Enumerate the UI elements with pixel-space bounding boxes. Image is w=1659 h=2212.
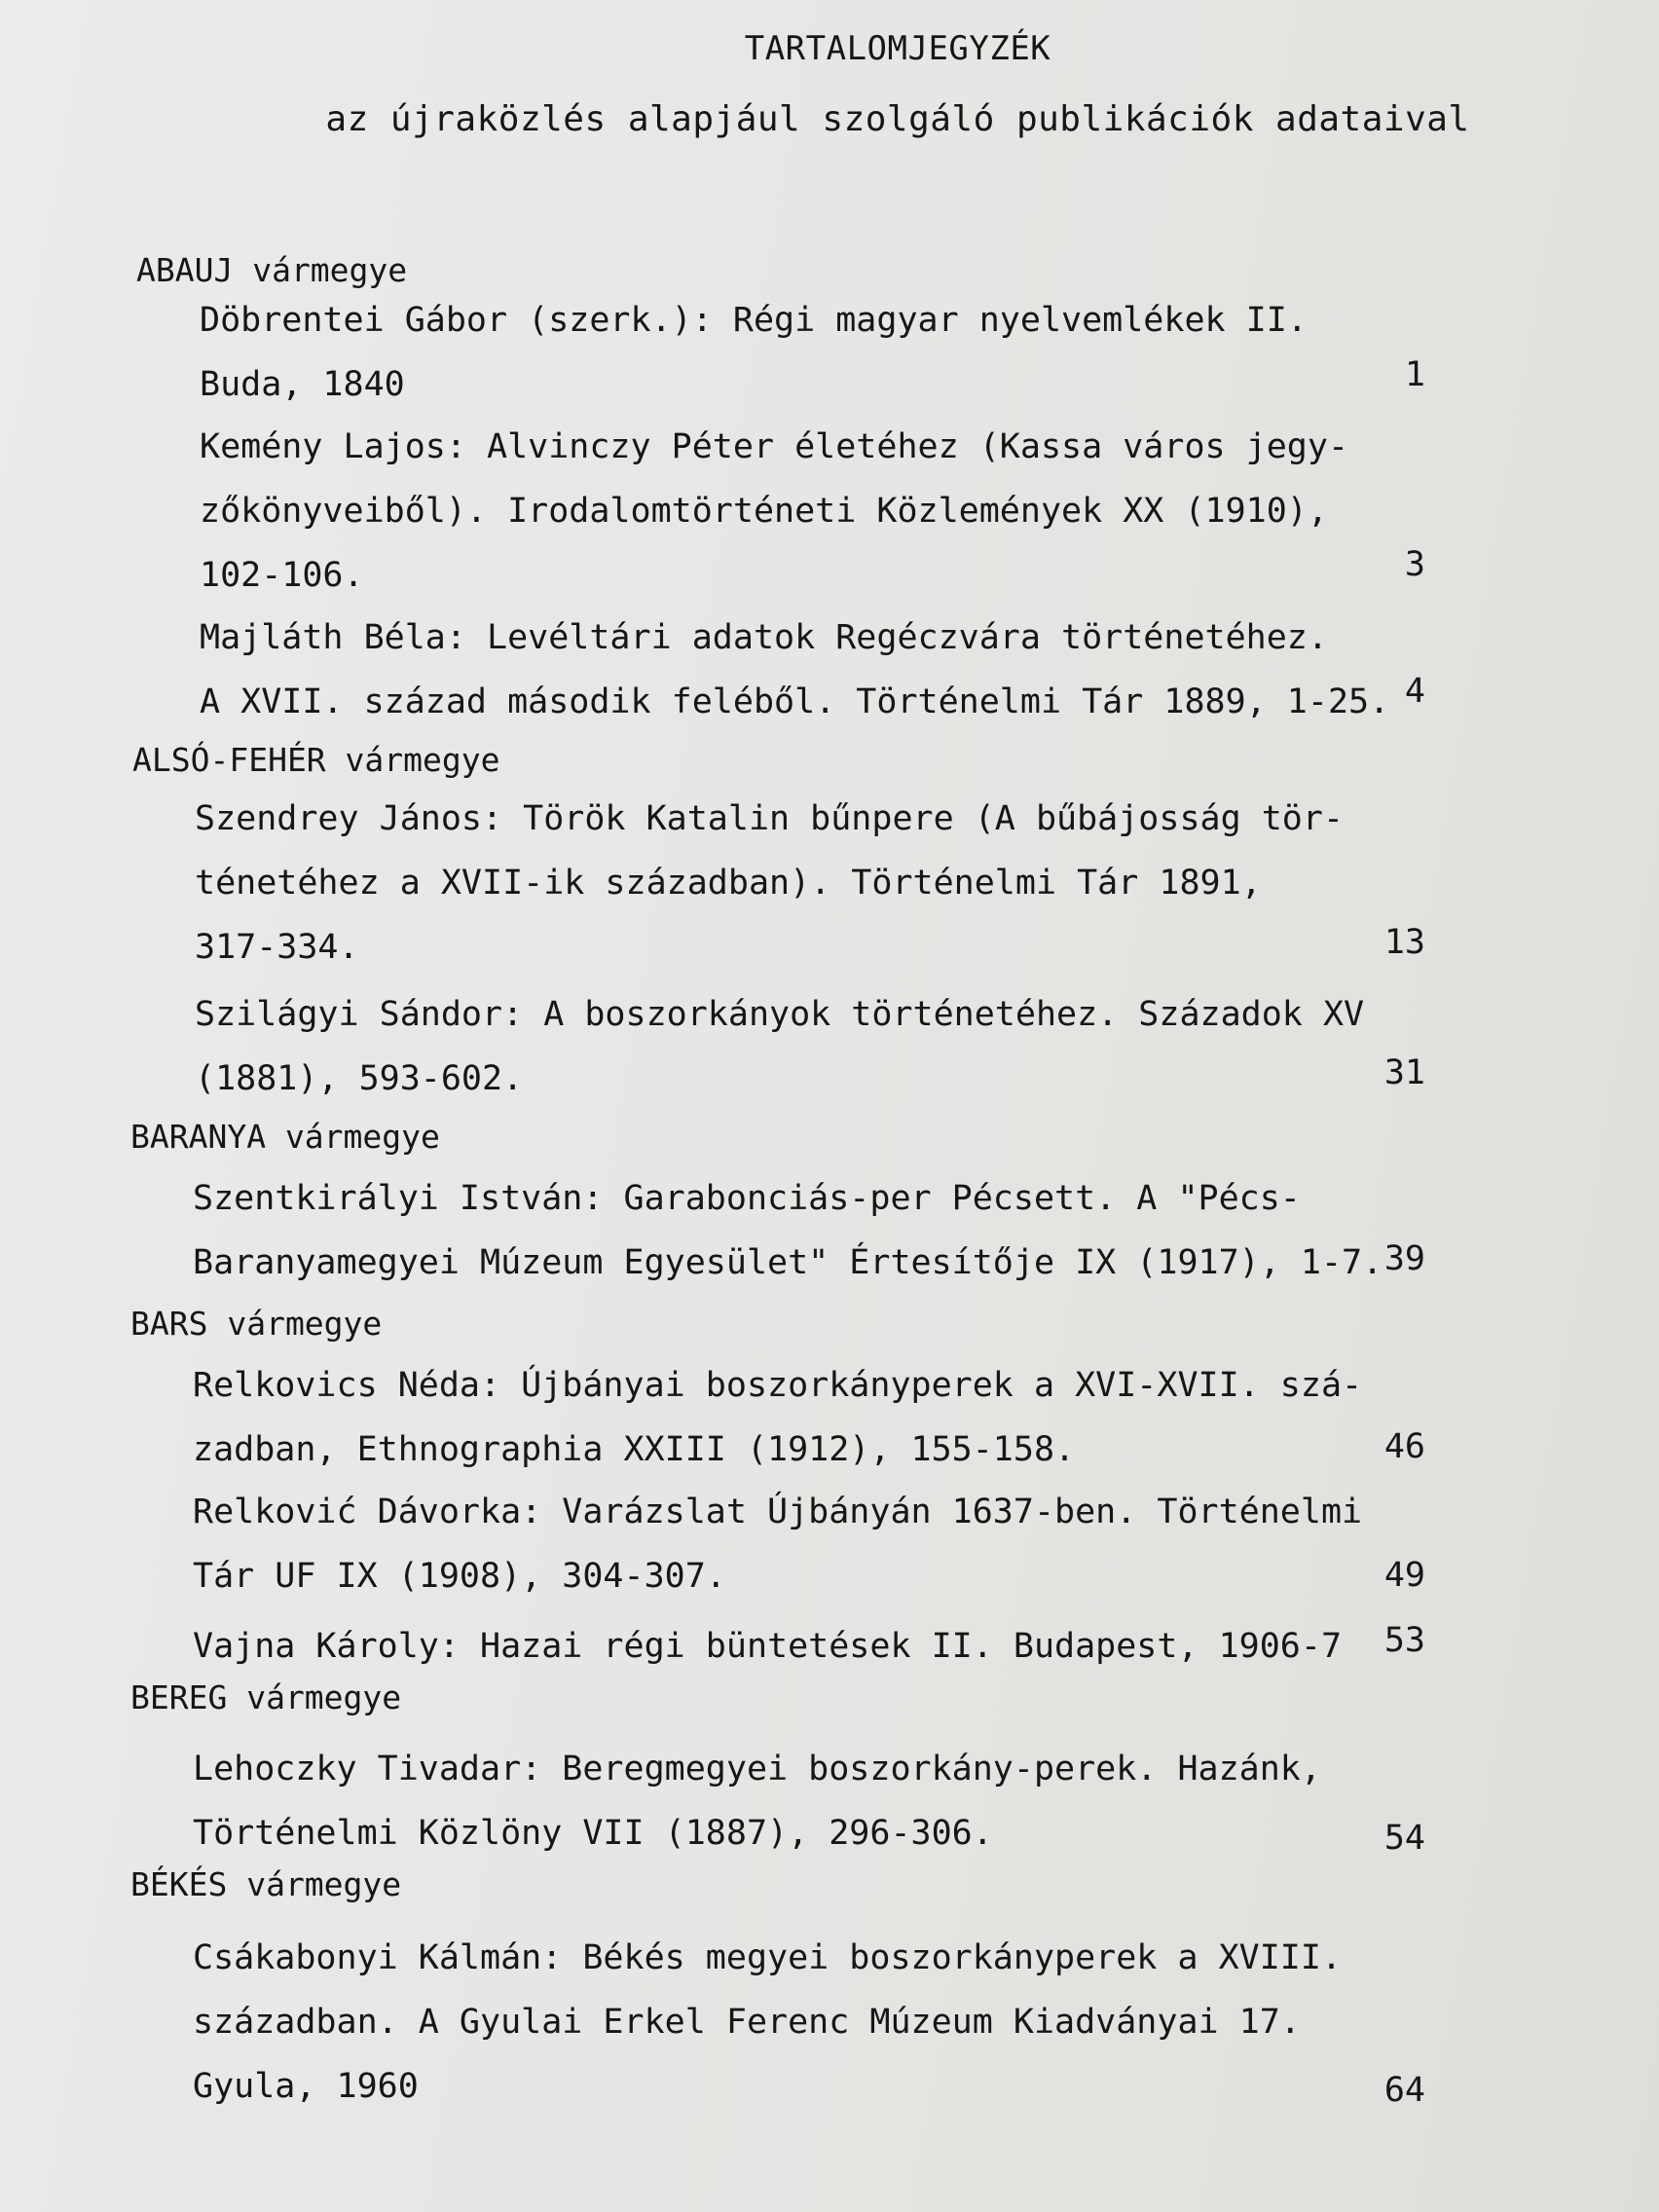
county-heading: BÉKÉS vármegye	[130, 1865, 402, 1903]
county-heading: BARANYA vármegye	[130, 1118, 440, 1156]
page-number: 46	[1383, 1427, 1425, 1466]
toc-entry	[193, 1480, 1390, 1608]
entry-line: Tár UF IX (1908), 304-307.	[193, 1557, 726, 1596]
county-heading: BEREG vármegye	[130, 1678, 402, 1716]
entry-line: Baranyamegyei Múzeum Egyesület" Értesítője IX (1917), 1-7.	[193, 1243, 1383, 1282]
toc-entry	[195, 787, 1392, 979]
page-number: 4	[1404, 672, 1425, 711]
entry-line: Szendrey János: Török Katalin bűnpere (A bűbájosság tör-	[195, 799, 1345, 838]
county-heading: ALSÓ-FEHÉR vármegye	[132, 741, 500, 779]
page-number: 54	[1383, 1819, 1425, 1858]
toc-entry	[193, 1737, 1390, 1865]
entry-line: ténetéhez a XVII-ik században). Történelmi Tár 1891,	[195, 864, 1262, 903]
page-number: 49	[1383, 1556, 1425, 1595]
page-number: 53	[1383, 1621, 1425, 1660]
toc-title: TARTALOMJEGYZÉK	[744, 29, 1051, 68]
entry-line: 317-334.	[195, 928, 359, 967]
toc-entry	[193, 1614, 1390, 1678]
toc-entry	[193, 1166, 1390, 1295]
toc-entry	[200, 606, 1397, 734]
page-number: 64	[1383, 2071, 1425, 2110]
entry-line: Buda, 1840	[200, 365, 405, 404]
entry-line: Relkovics Néda: Újbányai boszorkányperek a XVI-XVII. szá-	[193, 1366, 1363, 1405]
county-heading: ABAUJ vármegye	[136, 251, 408, 289]
entry-line: Szilágyi Sándor: A boszorkányok történetéhez. Századok XV	[195, 995, 1365, 1034]
page-number: 3	[1404, 545, 1425, 584]
entry-line: Majláth Béla: Levéltári adatok Regéczvára történetéhez.	[200, 618, 1328, 657]
toc-entry	[195, 982, 1392, 1111]
toc-entry	[193, 1353, 1390, 1482]
county-heading: BARS vármegye	[130, 1305, 383, 1343]
toc-entry	[200, 415, 1397, 608]
entry-line: Vajna Károly: Hazai régi büntetések II. Budapest, 1906-7	[193, 1627, 1343, 1666]
page-number: 39	[1383, 1239, 1425, 1278]
entry-line: Lehoczky Tivadar: Beregmegyei boszorkány-perek. Hazánk,	[193, 1750, 1321, 1788]
entry-line: Kemény Lajos: Alvinczy Péter életéhez (Kassa város jegy-	[200, 427, 1349, 466]
toc-entry	[200, 288, 1397, 417]
entry-line: Történelmi Közlöny VII (1887), 296-306.	[193, 1814, 993, 1853]
page-number: 1	[1404, 355, 1425, 394]
entry-line: (1881), 593-602.	[195, 1059, 524, 1098]
toc-subtitle: az újraközlés alapjául szolgáló publikációk adataival	[325, 99, 1470, 139]
entry-line: században. A Gyulai Erkel Ferenc Múzeum Kiadványai 17.	[193, 2003, 1301, 2042]
entry-line: A XVII. század második feléből. Történelmi Tár 1889, 1-25.	[200, 682, 1390, 721]
entry-line: Relković Dávorka: Varázslat Újbányán 1637-ben. Történelmi	[193, 1493, 1363, 1531]
entry-line: Szentkirályi István: Garabonciás-per Pécsett. A "Pécs-	[193, 1179, 1301, 1218]
entry-line: zőkönyveiből). Irodalomtörténeti Közlemények XX (1910),	[200, 492, 1328, 531]
entry-line: Gyula, 1960	[193, 2067, 419, 2106]
page-number: 31	[1383, 1053, 1425, 1092]
entry-line: Csákabonyi Kálmán: Békés megyei boszorkányperek a XVIII.	[193, 1938, 1343, 1977]
page-number: 13	[1383, 923, 1425, 962]
entry-line: zadban, Ethnographia XXIII (1912), 155-158.	[193, 1430, 1076, 1469]
entry-line: Döbrentei Gábor (szerk.): Régi magyar nyelvemlékek II.	[200, 301, 1308, 340]
toc-entry	[193, 1926, 1390, 2119]
watermark	[0, 2177, 389, 2212]
entry-line: 102-106.	[200, 556, 364, 595]
